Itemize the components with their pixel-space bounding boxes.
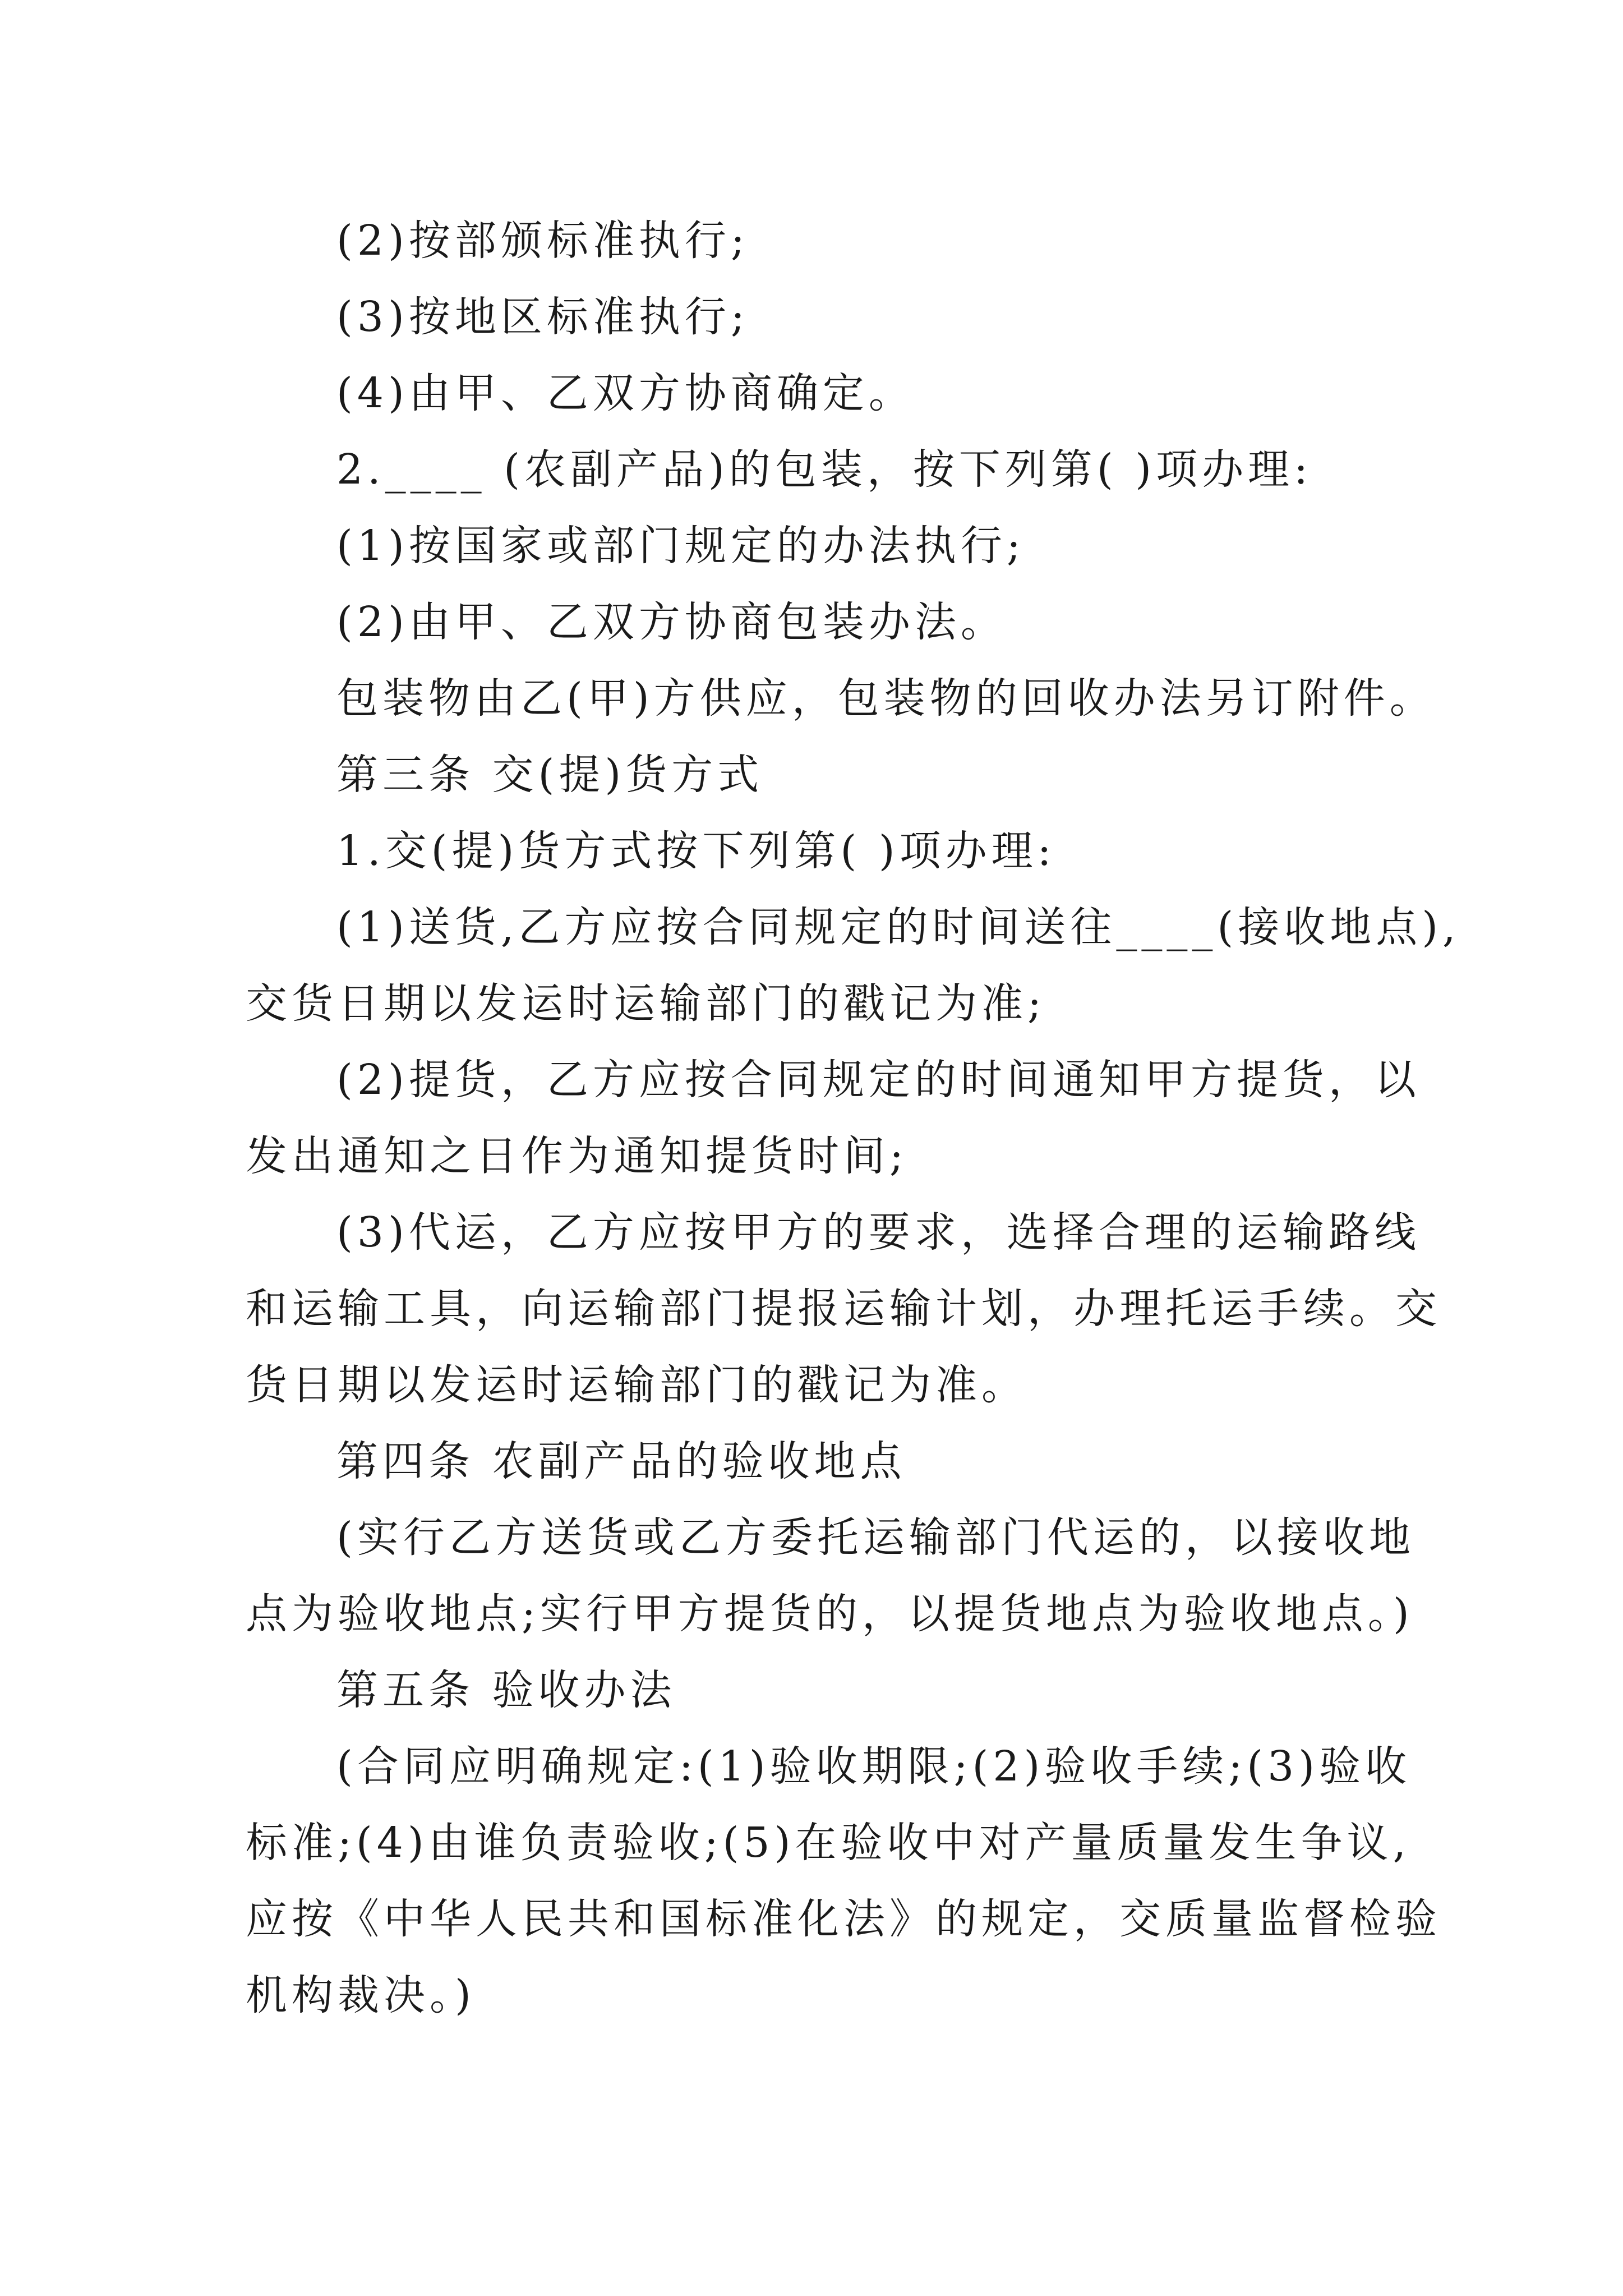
clause-line-inspection-method-cont: 标准;(4)由谁负责验收;(5)在验收中对产量质量发生争议,	[246, 1819, 1411, 1867]
article-three-heading: 第三条 交(提)货方式	[336, 751, 764, 799]
clause-line-delivery-pickup-cont: 发出通知之日作为通知提货时间;	[246, 1132, 908, 1180]
clause-line-inspection-method-cont2: 应按《中华人民共和国标准化法》的规定，交质量监督检验	[246, 1895, 1441, 1943]
clause-line-packaging-supply: 包装物由乙(甲)方供应，包装物的回收办法另订附件。	[336, 674, 1436, 723]
clause-line-standard-region: (3)按地区标准执行;	[336, 293, 749, 341]
clause-line-inspection-method-cont3: 机构裁决。)	[246, 1971, 476, 2019]
clause-line-delivery-send: (1)送货,乙方应按合同规定的时间送往____(接收地点),	[336, 903, 1460, 951]
clause-line-inspection-location-cont: 点为验收地点;实行甲方提货的，以提货地点为验收地点。)	[246, 1590, 1414, 1638]
article-five-heading: 第五条 验收办法	[336, 1666, 676, 1714]
clause-line-packaging-heading: 2.____ (农副产品)的包装，按下列第( )项办理:	[336, 445, 1313, 494]
clause-line-delivery-method: 1.交(提)货方式按下列第( )项办理:	[336, 827, 1056, 875]
clause-line-standard-negotiated: (4)由甲、乙双方协商确定。	[336, 369, 915, 417]
clause-line-packaging-national: (1)按国家或部门规定的办法执行;	[336, 522, 1025, 570]
clause-line-standard-ministry: (2)按部颁标准执行;	[336, 217, 749, 265]
clause-line-delivery-pickup: (2)提货，乙方应按合同规定的时间通知甲方提货，以	[336, 1056, 1421, 1104]
clause-line-delivery-send-cont: 交货日期以发运时运输部门的戳记为准;	[246, 979, 1046, 1028]
clause-line-delivery-agent-cont2: 货日期以发运时运输部门的戳记为准。	[246, 1361, 1027, 1409]
clause-line-delivery-agent: (3)代运，乙方应按甲方的要求，选择合理的运输路线	[336, 1208, 1421, 1257]
clause-line-inspection-method: (合同应明确规定:(1)验收期限;(2)验收手续;(3)验收	[336, 1742, 1412, 1791]
clause-line-inspection-location: (实行乙方送货或乙方委托运输部门代运的，以接收地	[336, 1513, 1415, 1562]
article-four-heading: 第四条 农副产品的验收地点	[336, 1437, 906, 1485]
clause-line-delivery-agent-cont: 和运输工具，向运输部门提报运输计划，办理托运手续。交	[246, 1285, 1441, 1333]
clause-line-packaging-negotiated: (2)由甲、乙双方协商包装办法。	[336, 598, 1007, 646]
